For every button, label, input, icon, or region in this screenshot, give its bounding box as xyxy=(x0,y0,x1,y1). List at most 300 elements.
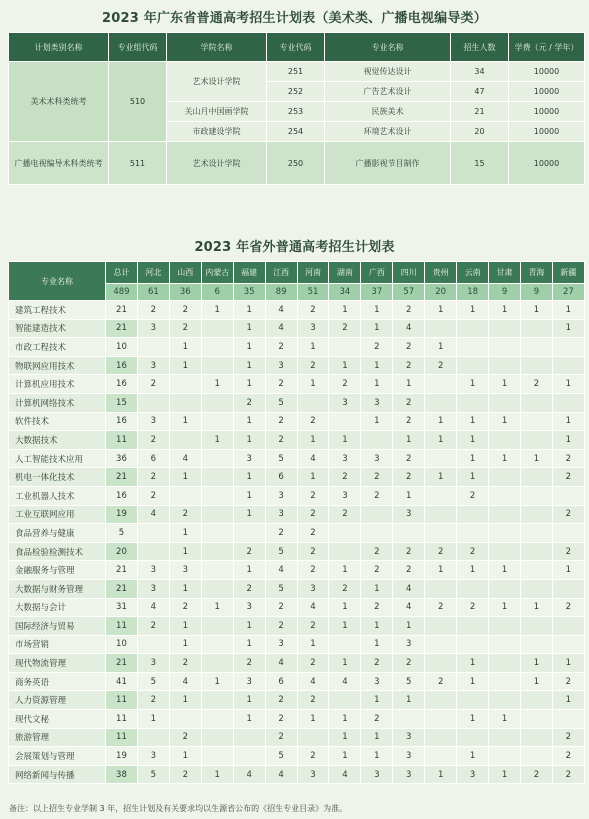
quota-cell xyxy=(201,468,233,487)
quota-cell: 6 xyxy=(265,672,297,691)
quota-cell: 2 xyxy=(137,691,169,710)
quota-cell: 2 xyxy=(393,468,425,487)
fee-cell: 10000 xyxy=(509,122,585,142)
major-name-cell: 商务英语 xyxy=(9,672,106,691)
quota-cell: 1 xyxy=(297,468,329,487)
quota-cell xyxy=(201,505,233,524)
quota-cell: 1 xyxy=(169,356,201,375)
quota-cell: 1 xyxy=(393,617,425,636)
total-cell: 18 xyxy=(457,284,489,301)
major-name-cell: 金融服务与管理 xyxy=(9,561,106,580)
quota-cell: 3 xyxy=(137,579,169,598)
quota-cell: 1 xyxy=(425,412,457,431)
row-total-cell: 21 xyxy=(106,579,138,598)
major-name-cell: 软件技术 xyxy=(9,412,106,431)
quota-cell: 1 xyxy=(329,431,361,450)
quota-cell xyxy=(489,468,521,487)
count-cell: 47 xyxy=(451,82,509,102)
quota-cell: 2 xyxy=(169,728,201,747)
quota-cell: 2 xyxy=(233,393,265,412)
row-total-cell: 21 xyxy=(106,561,138,580)
row-total-cell: 11 xyxy=(106,431,138,450)
quota-cell: 4 xyxy=(329,765,361,784)
quota-cell: 2 xyxy=(297,356,329,375)
category-cell: 广播电视编导术科类统考 xyxy=(9,142,109,185)
total-cell: 20 xyxy=(425,284,457,301)
quota-cell: 2 xyxy=(425,542,457,561)
quota-cell: 1 xyxy=(552,691,584,710)
quota-cell xyxy=(201,449,233,468)
quota-cell: 2 xyxy=(169,301,201,320)
major-name-cell: 市政工程技术 xyxy=(9,338,106,357)
fee-cell: 10000 xyxy=(509,102,585,122)
quota-cell: 3 xyxy=(361,393,393,412)
quota-cell: 1 xyxy=(169,691,201,710)
quota-cell xyxy=(329,412,361,431)
quota-cell: 2 xyxy=(169,765,201,784)
quota-cell: 1 xyxy=(425,338,457,357)
major-code-cell: 250 xyxy=(267,142,325,185)
quota-cell: 2 xyxy=(457,486,489,505)
quota-cell: 1 xyxy=(552,375,584,394)
total-cell: 57 xyxy=(393,284,425,301)
quota-cell: 1 xyxy=(329,654,361,673)
quota-cell xyxy=(425,524,457,543)
quota-cell: 4 xyxy=(137,505,169,524)
quota-cell: 1 xyxy=(233,338,265,357)
quota-cell xyxy=(520,468,552,487)
quota-cell xyxy=(393,524,425,543)
quota-cell: 2 xyxy=(361,338,393,357)
quota-cell xyxy=(201,579,233,598)
major-name-cell: 物联网应用技术 xyxy=(9,356,106,375)
quota-cell: 1 xyxy=(489,301,521,320)
header-major-code: 专业代码 xyxy=(267,33,325,62)
quota-cell: 5 xyxy=(265,393,297,412)
quota-cell: 1 xyxy=(520,672,552,691)
quota-cell xyxy=(201,542,233,561)
quota-cell: 2 xyxy=(297,617,329,636)
quota-cell: 1 xyxy=(201,672,233,691)
column-header: 江西 xyxy=(265,262,297,284)
quota-cell: 1 xyxy=(169,542,201,561)
quota-cell: 2 xyxy=(265,691,297,710)
quota-cell: 3 xyxy=(393,747,425,766)
quota-cell: 2 xyxy=(265,710,297,729)
quota-cell: 1 xyxy=(169,412,201,431)
quota-cell: 5 xyxy=(265,579,297,598)
quota-cell xyxy=(520,728,552,747)
count-cell: 20 xyxy=(451,122,509,142)
quota-cell xyxy=(425,691,457,710)
quota-cell: 3 xyxy=(137,561,169,580)
quota-cell: 1 xyxy=(233,635,265,654)
major-name-cell: 市场营销 xyxy=(9,635,106,654)
quota-cell: 2 xyxy=(329,579,361,598)
quota-cell: 3 xyxy=(137,747,169,766)
quota-cell: 1 xyxy=(361,412,393,431)
quota-cell: 4 xyxy=(265,765,297,784)
table-row xyxy=(9,338,585,357)
quota-cell: 2 xyxy=(393,561,425,580)
quota-cell xyxy=(393,710,425,729)
total-cell: 36 xyxy=(169,284,201,301)
quota-cell xyxy=(457,524,489,543)
table-row xyxy=(9,691,585,710)
quota-cell: 1 xyxy=(233,431,265,450)
quota-cell: 5 xyxy=(265,747,297,766)
table-row xyxy=(9,617,585,636)
column-header: 青海 xyxy=(520,262,552,284)
quota-cell xyxy=(201,319,233,338)
major-name-cell: 国际经济与贸易 xyxy=(9,617,106,636)
quota-cell: 2 xyxy=(265,338,297,357)
quota-cell: 2 xyxy=(297,747,329,766)
table-row xyxy=(9,393,585,412)
quota-cell: 2 xyxy=(169,505,201,524)
quota-cell: 1 xyxy=(425,468,457,487)
quota-cell xyxy=(425,579,457,598)
table-row xyxy=(9,672,585,691)
quota-cell: 1 xyxy=(233,356,265,375)
row-total-cell: 16 xyxy=(106,486,138,505)
quota-cell: 1 xyxy=(520,598,552,617)
quota-cell xyxy=(552,356,584,375)
quota-cell: 2 xyxy=(552,468,584,487)
quota-cell xyxy=(201,635,233,654)
quota-cell: 2 xyxy=(552,765,584,784)
quota-cell: 1 xyxy=(137,710,169,729)
row-total-cell: 31 xyxy=(106,598,138,617)
count-cell: 34 xyxy=(451,62,509,82)
major-name-cell: 广播影视节目制作 xyxy=(325,142,451,185)
quota-cell: 2 xyxy=(393,449,425,468)
quota-cell xyxy=(201,561,233,580)
quota-cell: 1 xyxy=(169,579,201,598)
quota-cell xyxy=(520,561,552,580)
quota-cell xyxy=(233,728,265,747)
row-total-cell: 10 xyxy=(106,338,138,357)
major-name-cell: 旅游管理 xyxy=(9,728,106,747)
table1-header-row xyxy=(9,33,585,62)
row-total-cell: 21 xyxy=(106,654,138,673)
table-row xyxy=(9,505,585,524)
quota-cell xyxy=(520,486,552,505)
quota-cell: 2 xyxy=(361,710,393,729)
quota-cell: 3 xyxy=(329,393,361,412)
table-row xyxy=(9,412,585,431)
quota-cell: 4 xyxy=(329,672,361,691)
quota-cell: 1 xyxy=(457,301,489,320)
quota-cell xyxy=(489,728,521,747)
table-row xyxy=(9,356,585,375)
quota-cell: 2 xyxy=(265,598,297,617)
quota-cell: 1 xyxy=(297,338,329,357)
quota-cell: 1 xyxy=(425,301,457,320)
major-name-cell: 会展策划与管理 xyxy=(9,747,106,766)
quota-cell: 2 xyxy=(297,691,329,710)
quota-cell xyxy=(520,617,552,636)
major-name-cell: 工业互联网应用 xyxy=(9,505,106,524)
quota-cell: 4 xyxy=(137,598,169,617)
quota-cell xyxy=(520,579,552,598)
quota-cell xyxy=(457,505,489,524)
quota-cell: 1 xyxy=(361,375,393,394)
major-name-cell: 计算机应用技术 xyxy=(9,375,106,394)
quota-cell: 1 xyxy=(361,301,393,320)
quota-cell: 2 xyxy=(265,412,297,431)
quota-cell: 1 xyxy=(552,561,584,580)
quota-cell: 1 xyxy=(457,710,489,729)
quota-cell xyxy=(457,356,489,375)
quota-cell xyxy=(169,710,201,729)
table-row xyxy=(9,747,585,766)
quota-cell: 1 xyxy=(201,431,233,450)
header-category: 计划类别名称 xyxy=(9,33,109,62)
quota-cell: 2 xyxy=(137,301,169,320)
quota-cell: 1 xyxy=(425,431,457,450)
quota-cell xyxy=(520,505,552,524)
quota-cell: 2 xyxy=(520,375,552,394)
quota-cell: 1 xyxy=(489,449,521,468)
quota-cell xyxy=(489,691,521,710)
quota-cell: 2 xyxy=(361,654,393,673)
college-cell: 艺术设计学院 xyxy=(167,142,267,185)
quota-cell: 2 xyxy=(297,505,329,524)
quota-cell: 1 xyxy=(361,319,393,338)
quota-cell: 1 xyxy=(489,598,521,617)
quota-cell xyxy=(552,579,584,598)
row-total-cell: 41 xyxy=(106,672,138,691)
table-row xyxy=(9,524,585,543)
quota-cell xyxy=(425,449,457,468)
quota-cell: 1 xyxy=(457,468,489,487)
major-name-cell: 人力资源管理 xyxy=(9,691,106,710)
quota-cell: 1 xyxy=(457,375,489,394)
college-cell: 关山月中国画学院 xyxy=(167,102,267,122)
quota-cell xyxy=(457,579,489,598)
quota-cell xyxy=(457,393,489,412)
quota-cell: 1 xyxy=(297,710,329,729)
row-total-cell: 21 xyxy=(106,319,138,338)
row-total-cell: 11 xyxy=(106,691,138,710)
quota-cell: 1 xyxy=(489,375,521,394)
quota-cell: 4 xyxy=(297,598,329,617)
quota-cell: 1 xyxy=(457,654,489,673)
quota-cell: 1 xyxy=(233,617,265,636)
quota-cell: 1 xyxy=(457,412,489,431)
quota-cell xyxy=(489,617,521,636)
total-cell: 27 xyxy=(552,284,584,301)
row-total-cell: 16 xyxy=(106,375,138,394)
row-total-cell: 10 xyxy=(106,635,138,654)
quota-cell: 5 xyxy=(137,672,169,691)
quota-cell xyxy=(552,524,584,543)
quota-cell xyxy=(201,486,233,505)
quota-cell: 3 xyxy=(137,654,169,673)
quota-cell xyxy=(520,542,552,561)
quota-cell: 4 xyxy=(169,672,201,691)
quota-cell: 3 xyxy=(265,635,297,654)
quota-cell: 2 xyxy=(265,728,297,747)
quota-cell: 2 xyxy=(265,524,297,543)
quota-cell xyxy=(425,654,457,673)
quota-cell: 3 xyxy=(169,561,201,580)
quota-cell: 1 xyxy=(361,691,393,710)
major-name-cell: 大数据技术 xyxy=(9,431,106,450)
quota-cell xyxy=(201,338,233,357)
major-code-cell: 251 xyxy=(267,62,325,82)
quota-cell: 1 xyxy=(552,431,584,450)
quota-cell: 4 xyxy=(265,654,297,673)
quota-cell: 1 xyxy=(552,412,584,431)
quota-cell: 1 xyxy=(489,710,521,729)
header-fee: 学费（元 / 学年） xyxy=(509,33,585,62)
quota-cell xyxy=(425,505,457,524)
quota-cell xyxy=(361,431,393,450)
row-total-cell: 16 xyxy=(106,412,138,431)
major-name-cell: 大数据与财务管理 xyxy=(9,579,106,598)
quota-cell xyxy=(201,654,233,673)
total-cell: 35 xyxy=(233,284,265,301)
quota-cell: 1 xyxy=(169,617,201,636)
major-name-cell: 现代文秘 xyxy=(9,710,106,729)
quota-cell: 5 xyxy=(393,672,425,691)
major-name-cell: 工业机器人技术 xyxy=(9,486,106,505)
quota-cell xyxy=(425,747,457,766)
quota-cell: 2 xyxy=(297,542,329,561)
quota-cell: 2 xyxy=(393,356,425,375)
quota-cell: 1 xyxy=(329,747,361,766)
quota-cell: 2 xyxy=(265,375,297,394)
quota-cell xyxy=(297,728,329,747)
quota-cell: 1 xyxy=(457,747,489,766)
quota-cell xyxy=(425,393,457,412)
quota-cell: 1 xyxy=(425,561,457,580)
quota-cell xyxy=(520,710,552,729)
quota-cell: 3 xyxy=(457,765,489,784)
header-college: 学院名称 xyxy=(167,33,267,62)
quota-cell: 4 xyxy=(169,449,201,468)
quota-cell: 4 xyxy=(393,579,425,598)
quota-cell: 2 xyxy=(137,468,169,487)
quota-cell: 2 xyxy=(169,598,201,617)
quota-cell xyxy=(329,691,361,710)
row-total-cell: 11 xyxy=(106,617,138,636)
fee-cell: 10000 xyxy=(509,62,585,82)
quota-cell: 2 xyxy=(361,598,393,617)
quota-cell: 1 xyxy=(361,728,393,747)
quota-cell: 5 xyxy=(137,765,169,784)
major-name-cell: 视觉传达设计 xyxy=(325,62,451,82)
column-header: 湖南 xyxy=(329,262,361,284)
quota-cell: 2 xyxy=(233,542,265,561)
quota-cell: 2 xyxy=(552,598,584,617)
quota-cell xyxy=(169,431,201,450)
quota-cell: 2 xyxy=(329,505,361,524)
quota-cell xyxy=(520,338,552,357)
quota-cell: 1 xyxy=(169,747,201,766)
quota-cell xyxy=(169,375,201,394)
quota-cell: 3 xyxy=(265,356,297,375)
quota-cell: 2 xyxy=(393,393,425,412)
quota-cell xyxy=(137,524,169,543)
quota-cell: 1 xyxy=(393,431,425,450)
quota-cell xyxy=(552,393,584,412)
quota-cell: 2 xyxy=(552,542,584,561)
table-row xyxy=(9,142,585,185)
group-code-cell: 510 xyxy=(109,62,167,142)
quota-cell xyxy=(489,505,521,524)
column-header: 新疆 xyxy=(552,262,584,284)
table-row xyxy=(9,654,585,673)
major-name-cell: 机电一体化技术 xyxy=(9,468,106,487)
quota-cell xyxy=(457,635,489,654)
table-row xyxy=(9,301,585,320)
quota-cell: 2 xyxy=(297,561,329,580)
table-row xyxy=(9,62,585,82)
table2-title: 2023 年省外普通高考招生计划表 xyxy=(194,240,395,255)
quota-cell: 2 xyxy=(137,486,169,505)
college-cell: 艺术设计学院 xyxy=(167,62,267,102)
quota-cell xyxy=(520,393,552,412)
quota-cell: 1 xyxy=(201,765,233,784)
table-row xyxy=(9,449,585,468)
quota-cell xyxy=(233,524,265,543)
quota-cell xyxy=(520,524,552,543)
major-name-cell: 环境艺术设计 xyxy=(325,122,451,142)
quota-cell xyxy=(520,635,552,654)
total-cell: 37 xyxy=(361,284,393,301)
quota-cell xyxy=(201,524,233,543)
quota-cell xyxy=(169,486,201,505)
quota-cell: 2 xyxy=(297,486,329,505)
quota-cell: 3 xyxy=(361,672,393,691)
total-cell: 61 xyxy=(137,284,169,301)
table-row xyxy=(9,468,585,487)
quota-cell: 2 xyxy=(393,412,425,431)
table-row xyxy=(9,561,585,580)
table-row xyxy=(9,598,585,617)
quota-cell: 2 xyxy=(552,449,584,468)
quota-cell: 4 xyxy=(265,301,297,320)
quota-cell: 1 xyxy=(361,356,393,375)
fee-cell: 10000 xyxy=(509,82,585,102)
quota-cell xyxy=(489,672,521,691)
quota-cell: 1 xyxy=(233,505,265,524)
row-total-cell: 38 xyxy=(106,765,138,784)
quota-cell: 4 xyxy=(265,561,297,580)
quota-cell: 2 xyxy=(169,319,201,338)
quota-cell: 1 xyxy=(425,765,457,784)
quota-cell xyxy=(233,747,265,766)
quota-cell: 3 xyxy=(361,449,393,468)
quota-cell: 3 xyxy=(393,728,425,747)
quota-cell: 2 xyxy=(425,356,457,375)
quota-cell xyxy=(201,728,233,747)
major-name-cell: 食品检验检测技术 xyxy=(9,542,106,561)
quota-cell: 1 xyxy=(169,468,201,487)
quota-cell xyxy=(297,393,329,412)
quota-cell xyxy=(489,524,521,543)
table-row xyxy=(9,579,585,598)
quota-cell: 4 xyxy=(265,319,297,338)
quota-cell: 5 xyxy=(265,542,297,561)
major-name-cell: 民族美术 xyxy=(325,102,451,122)
quota-cell: 1 xyxy=(169,524,201,543)
quota-cell xyxy=(552,338,584,357)
column-header: 总计 xyxy=(106,262,138,284)
